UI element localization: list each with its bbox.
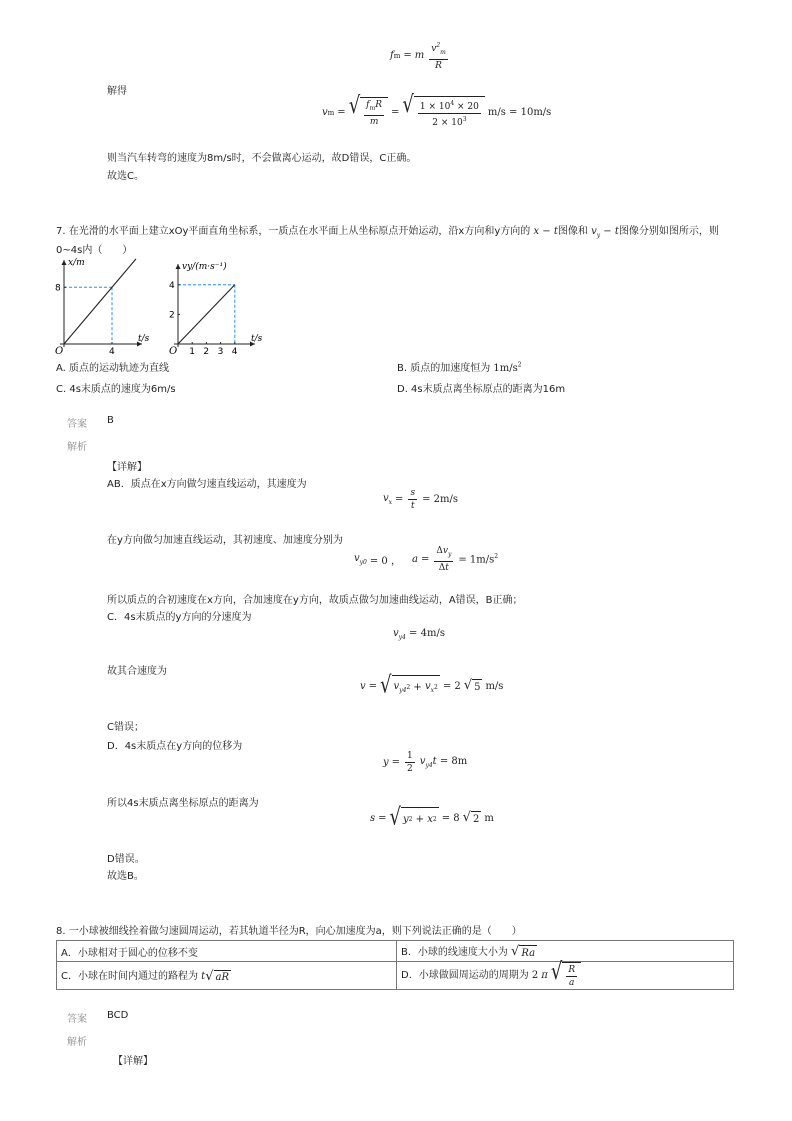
q7-c-line: C．4s末质点的y方向的分速度为 (107, 612, 252, 623)
q7-option-c: C. 4s末质点的速度为6m/s (56, 384, 176, 395)
q7-d-line: D．4s末质点在y方向的位移为 (107, 741, 243, 752)
q8-analysis-label: 解析 (67, 1037, 87, 1048)
eq-vy0: $v_{y0}$ = 0 ， a = $\frac{\Delta v_y}{\Delta t}$ = $1m/s^2$ (354, 546, 499, 573)
q8-answer: BCD (107, 1010, 129, 1021)
y-axis-label: x/m (68, 258, 85, 268)
x-tick-label: 4 (231, 347, 238, 357)
x-axis-label: t/s (251, 334, 262, 344)
top-line1: 则当汽车转弯的速度为8m/s时，不会做离心运动，故D错误，C正确。 (107, 153, 417, 164)
q7-s-line: 所以4s末质点离坐标原点的距离为 (107, 798, 259, 809)
y-axis-arrow (62, 260, 67, 265)
q7-choose: 故选B。 (107, 871, 144, 882)
q7-d-wrong: D错误。 (107, 854, 145, 865)
q8-option-a: A．小球相对于圆心的位移不变 (57, 941, 397, 962)
q7-stem-line1 (56, 222, 719, 239)
q7-y-line: 在y方向做匀加速直线运动，其初速度、加速度分别为 (107, 535, 343, 546)
q8-option-b: B．小球的线速度大小为 √ Ra (397, 941, 734, 962)
series-line (64, 259, 136, 344)
q7-option-d: D. 4s末质点离坐标原点的距离为16m (397, 384, 566, 395)
q8-stem: 8. 一小球被细线拴着做匀速圆周运动，若其轨道半径为R，向心加速度为a，则下列说法正确的是（ ） (56, 926, 522, 937)
q7-detail-label: 【详解】 (107, 462, 147, 473)
q7-answer: B (107, 415, 114, 426)
series-line (178, 285, 235, 344)
q7-c-wrong: C错误； (107, 722, 144, 733)
y-tick-label: 2 (169, 310, 175, 321)
eq-vm: v m = √ $\frac{f_mR}{m}$ = √ $\frac{1 \times 10^4 \times 20}{2 \times 10^3}$ m/s = 10m/s (322, 91, 552, 128)
chart-x-t (50, 256, 150, 360)
q8-detail-label: 【详解】 (113, 1056, 153, 1067)
eq-s: s = √ y 2 + x 2 = 8 √ 2 m (370, 803, 494, 831)
solve-label: 解得 (107, 86, 127, 97)
origin-label: O (55, 346, 64, 357)
q7-answer-label: 答案 (67, 419, 87, 430)
x-tick-label: 1 (189, 347, 195, 357)
x-tick-label: 4 (109, 347, 115, 357)
top-line2: 故选C。 (107, 171, 144, 182)
q7-stem-line2: 0~4s内（ ） (56, 245, 133, 256)
q7-ab-line: AB．质点在x方向做匀速直线运动，其速度为 (107, 479, 307, 490)
q8-option-c: C．小球在时间内通过的路程为 t √ aR (57, 962, 397, 990)
q7-v-line: 故其合速度为 (107, 666, 167, 677)
chart-vy-t-svg (166, 256, 262, 360)
q7-option-b: B. 质点的加速度恒为 $1m/s^2$ (397, 361, 522, 374)
x-axis-label: t/s (138, 334, 150, 344)
x-tick-label: 2 (203, 347, 210, 357)
q7-stem-math: x − t图像和 $v_y - t$图像分别如图所示，则 (533, 226, 719, 239)
eq-vy4: $v_{y4} = 4m/s$ (393, 628, 445, 641)
eq-fm: f m = m $\frac{v^2_m}{R}$ (390, 42, 446, 71)
q8-option-d: D．小球做圆周运动的周期为 2 π √ $\frac{R}{a}$ (397, 962, 734, 990)
y-axis-label: vy/(m·s⁻¹) (182, 262, 227, 272)
eq-v: v = √ $v_{y4}$ 2 + $v_x$ 2 = 2 √ 5 m/s (360, 671, 504, 699)
q8-answer-label: 答案 (67, 1014, 87, 1025)
q8-options-table (56, 940, 734, 990)
chart-vy-t (166, 256, 262, 360)
chart-x-t-svg (50, 256, 150, 360)
origin-label: O (169, 346, 178, 357)
q7-option-a: A. 质点的运动轨迹为直线 (56, 363, 170, 374)
y-axis-arrow (176, 264, 181, 269)
q7-stem-text: 7. 在光滑的水平面上建立xOy平面直角坐标系，一质点在水平面上从坐标原点开始运动，沿x方向和y方向的 (56, 226, 531, 237)
y-tick-label: 4 (169, 280, 175, 291)
x-tick-label: 3 (217, 347, 224, 357)
eq-y: y = $\frac{1}{2}$ $v_{y4}t = 8m$ (383, 751, 468, 774)
q7-concl-line: 所以质点的合初速度在x方向，合加速度在y方向，故质点做匀加速曲线运动，A错误，B正确； (107, 595, 523, 606)
q7-analysis-label: 解析 (67, 442, 87, 453)
eq-vx: $v_x$ = $\frac{s}{t}$ = 2m/s (383, 488, 458, 511)
y-tick-label: 8 (55, 283, 61, 294)
